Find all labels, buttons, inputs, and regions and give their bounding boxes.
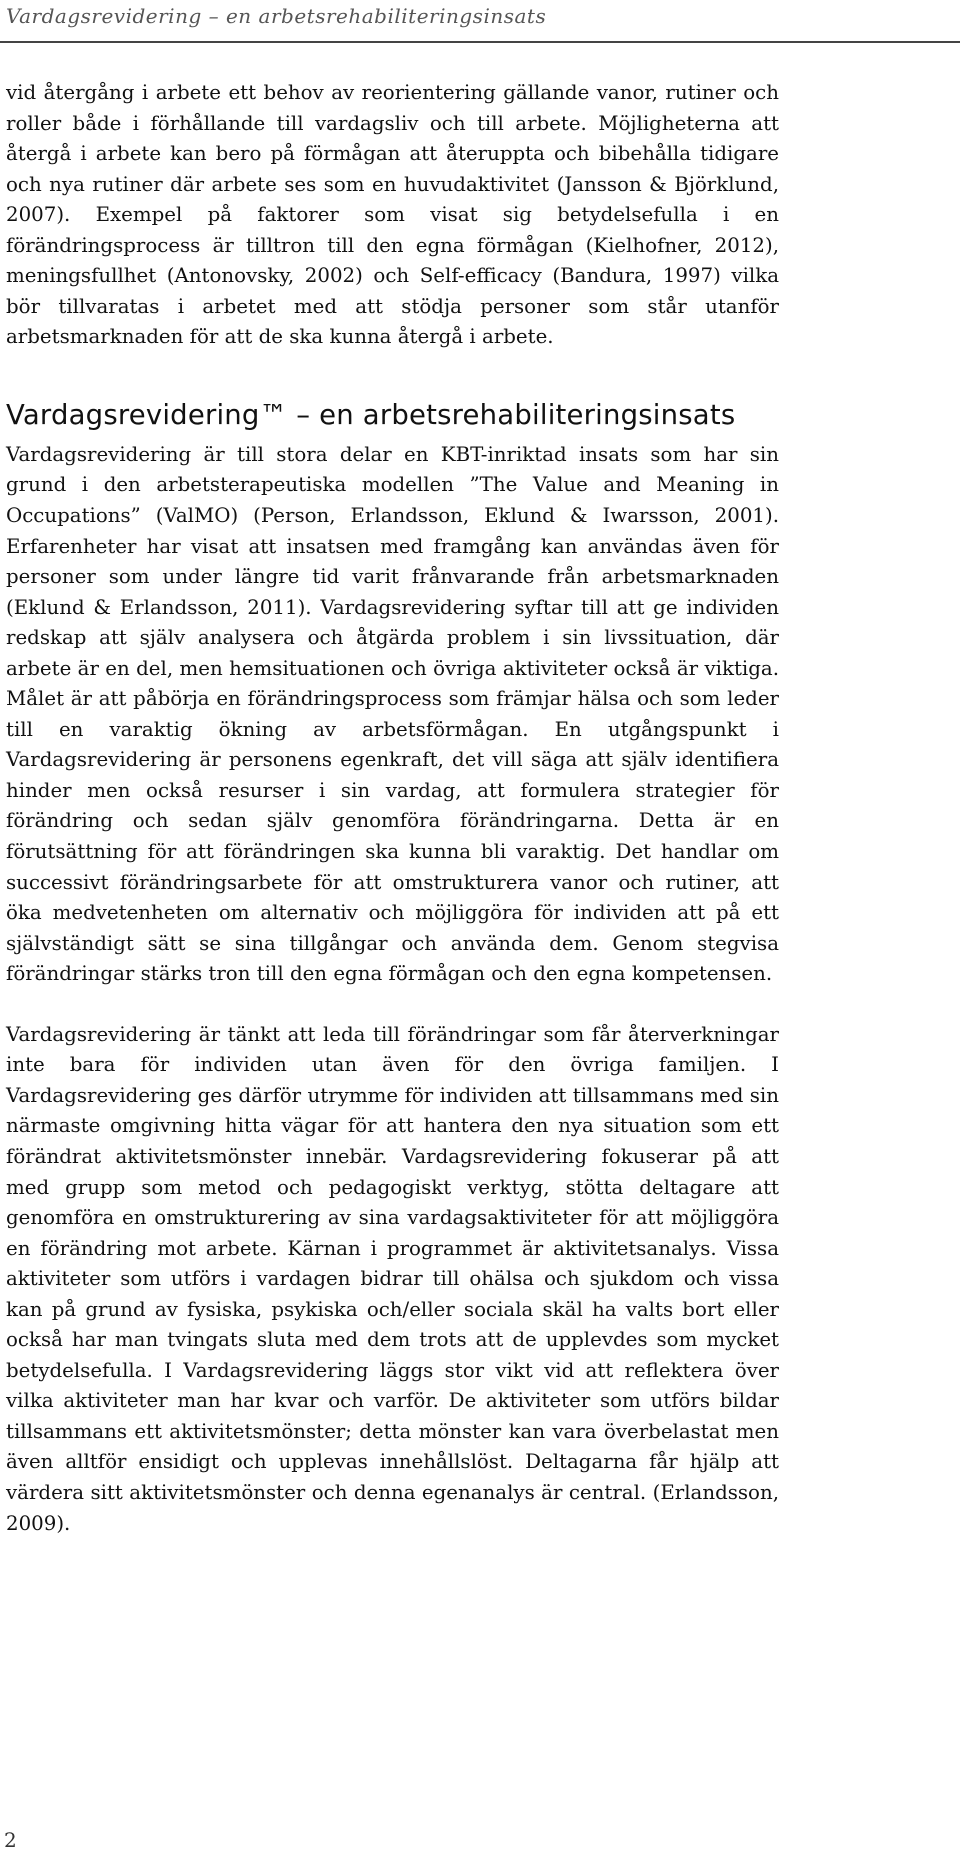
page-number: 2 [4, 1828, 17, 1852]
paragraph-intro: vid återgång i arbete ett behov av reorientering gällande vanor, rutiner och roller både i förhållande till vardagsliv och till arbete. Möjligheterna att återgå i arbete kan bero på förmågan att återuppta och bibehålla tidigare och nya rutiner där arbete ses som en huvudaktivitet (Jansson & Björklund, 2007). Exempel på faktorer som visat sig betydelsefulla i en förändringsprocess är tilltron till den egna förmågan (Kielhofner, 2012), meningsfullhet (Antonovsky, 2002) och Self-efficacy (Bandura, 1997) vilka bör tillvaratas i arbetet med att stödja personer som står utanför arbetsmarknaden för att de ska kunna återgå i arbete. [6, 81, 779, 349]
header-divider [0, 41, 960, 43]
running-header: Vardagsrevidering – en arbetsrehabiliteringsinsats [6, 4, 547, 28]
document-body [6, 78, 779, 1539]
paragraph-description: Vardagsrevidering är till stora delar en KBT-inriktad insats som har sin grund i den arbetsterapeutiska modellen ”The Value and Meaning in Occupations” (ValMO) (Person, Erlandsson, Eklund & Iwarsson, 2001). Erfarenheter har visat att insatsen med framgång kan användas även för personer som under längre tid varit frånvarande från arbetsmarknaden (Eklund & Erlandsson, 2011). Vardagsrevidering syftar till att ge individen redskap att själv analysera och åtgärda problem i sin livssituation, där arbete är en del, men hemsituationen och övriga aktiviteter också är viktiga. Målet är att påbörja en förändringsprocess som främjar hälsa och som leder till en varaktig ökning av arbetsförmågan. En utgångspunkt i Vardagsrevidering är personens egenkraft, det vill säga att själv identifiera hinder men också resurser i sin vardag, att formulera strategier för förändring och sedan själv genomföra förändringarna. Detta är en förutsättning för att förändringen ska kunna bli varaktig. Det handlar om successivt förändringsarbete för att omstrukturera vanor och rutiner, att öka medvetenheten om alternativ och möjliggöra för individen att på ett självständigt sätt se sina tillgångar och använda dem. Genom stegvisa förändringar stärks tron till den egna förmågan och den egna kompetensen. [6, 442, 779, 986]
paragraph-family-focus: Vardagsrevidering är tänkt att leda till förändringar som får återverkningar inte bara för individen utan även för den övriga familjen. I Vardagsrevidering ges därför utrymme för individen att tillsammans med sin närmaste omgivning hitta vägar för att hantera den nya situation som ett förändrat aktivitetsmönster innebär. Vardagsrevidering fokuserar på att med grupp som metod och pedagogiskt verktyg, stötta deltagare att genomföra en omstrukturering av sina vardagsaktiviteter för att möjliggöra en förändring mot arbete. Kärnan i programmet är aktivitetsanalys. Vissa aktiviteter som utförs i vardagen bidrar till ohälsa och sjukdom och vissa kan på grund av fysiska, psykiska och/eller sociala skäl ha valts bort eller också har man tvingats sluta med dem trots att de upplevdes som mycket betydelsefulla. I Vardagsrevidering läggs stor vikt vid att reflektera över vilka aktiviteter man har kvar och varför. De aktiviteter som utförs bildar tillsammans ett aktivitetsmönster; detta mönster kan vara överbelastat men även alltför ensidigt och upplevas innehållslöst. Deltagarna får hjälp att värdera sitt aktivitetsmönster och denna egenanalys är central. (Erlandsson, 2009). [6, 1022, 779, 1535]
section-heading: Vardagsrevidering™ – en arbetsrehabiliteringsinsats [6, 398, 736, 431]
